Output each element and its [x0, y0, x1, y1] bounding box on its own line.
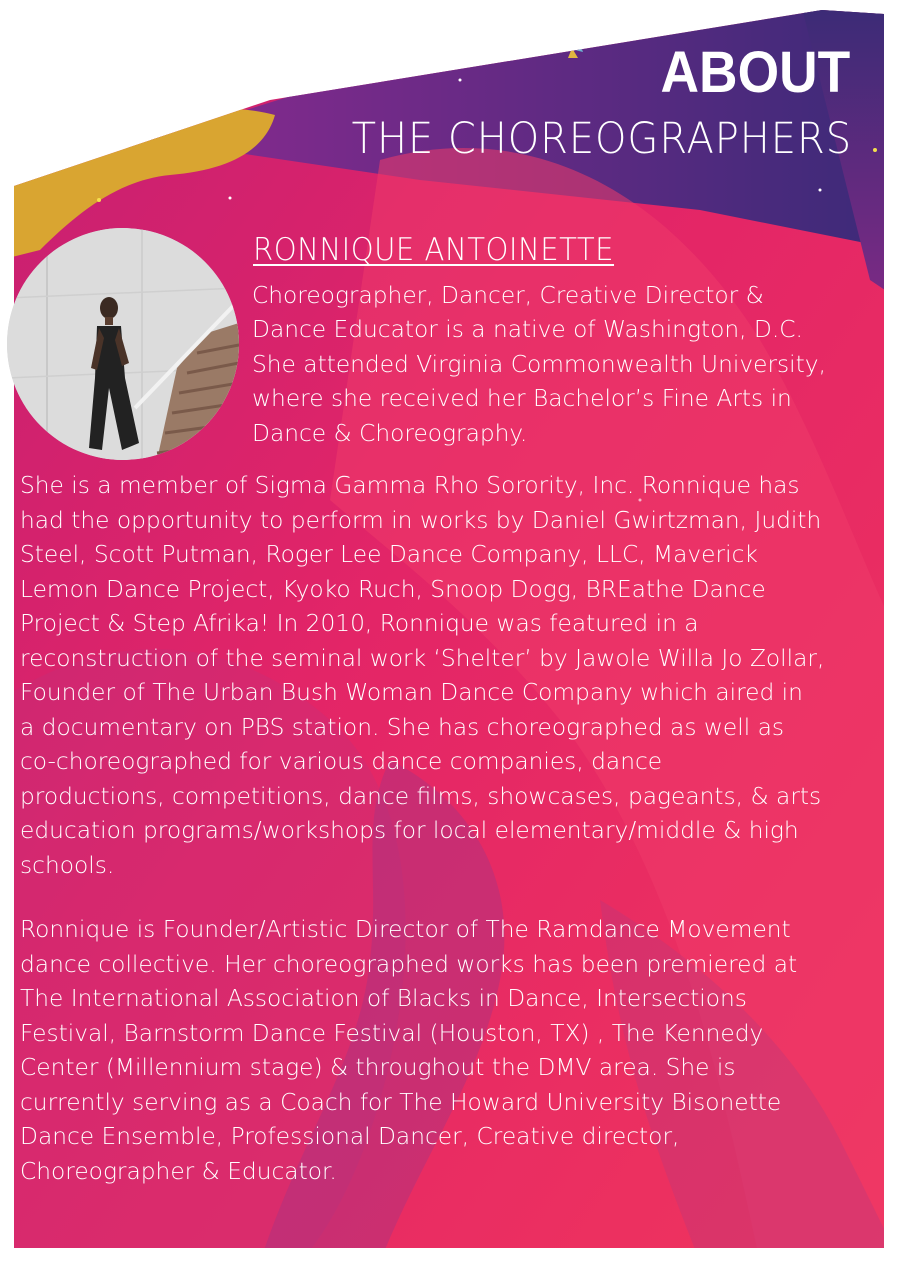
bio-line: She is a member of Sigma Gamma Rho Sorority, Inc. Ronnique has [20, 472, 800, 499]
confetti-3 [97, 198, 101, 202]
bio-line: The International Association of Blacks in Dance, Intersections [20, 985, 747, 1012]
bio-line: Dance Ensemble, Professional Dancer, Creative director, [20, 1123, 680, 1150]
bio-line: productions, competitions, dance films, showcases, pageants, & arts [20, 782, 822, 810]
confetti-5 [873, 148, 877, 152]
heading-about: ABOUT [660, 40, 850, 105]
photo-illustration [7, 228, 239, 460]
bio-line: education programs/workshops for local elementary/middle & high [20, 817, 799, 844]
bio-line: a documentary on PBS station. She has choreographed as well as [20, 713, 785, 741]
bio-line: Founder of The Urban Bush Woman Dance Company which aired in [20, 679, 803, 706]
confetti-8 [459, 79, 462, 82]
bio-line: reconstruction of the seminal work ‘Shelter’ by Jawole Willa Jo Zollar, [20, 644, 825, 672]
bio-line: currently serving as a Coach for The Howard University Bisonette [20, 1088, 782, 1116]
intro-line: Dance & Choreography. [252, 419, 528, 447]
bio-line: had the opportunity to perform in works by Daniel Gwirtzman, Judith [20, 506, 822, 534]
bio-line: Project & Step Afrika! In 2010, Ronnique was featured in a [20, 610, 699, 637]
bio-line: Lemon Dance Project, Kyoko Ruch, Snoop Dogg, BREathe Dance [20, 575, 766, 603]
bio-line: dance collective. Her choreographed works has been premiered at [20, 950, 798, 978]
intro-text [252, 279, 892, 451]
intro-line: Choreographer, Dancer, Creative Director & [252, 282, 764, 309]
bio-line: schools. [20, 851, 115, 879]
intro-line: She attended Virginia Commonwealth University, [252, 350, 826, 378]
intro-line: where she received her Bachelor’s Fine Arts in [252, 385, 792, 413]
bio-line: Festival, Barnstorm Dance Festival (Houston, TX) , The Kennedy [20, 1019, 764, 1047]
choreographer-name: RONNIQUE ANTOINETTE [253, 232, 615, 268]
intro-line: Dance Educator is a native of Washington, D.C. [252, 316, 803, 344]
bio-paragraph-1 [20, 469, 890, 883]
confetti-4 [229, 197, 232, 200]
bio-line: Center (Millennium stage) & throughout the DMV area. She is [20, 1054, 736, 1081]
bio-line: Steel, Scott Putman, Roger Lee Dance Company, LLC, Maverick [20, 541, 758, 568]
heading-choreographers: THE CHOREOGRAPHERS [351, 114, 852, 164]
choreographer-photo [7, 228, 239, 460]
bio-line: co-choreographed for various dance companies, dance [20, 748, 663, 775]
bio-line: Choreographer & Educator. [20, 1157, 337, 1185]
bio-line: Ronnique is Founder/Artistic Director of The Ramdance Movement [20, 916, 791, 943]
bio-paragraph-2 [20, 913, 890, 1189]
confetti-6 [819, 189, 822, 192]
